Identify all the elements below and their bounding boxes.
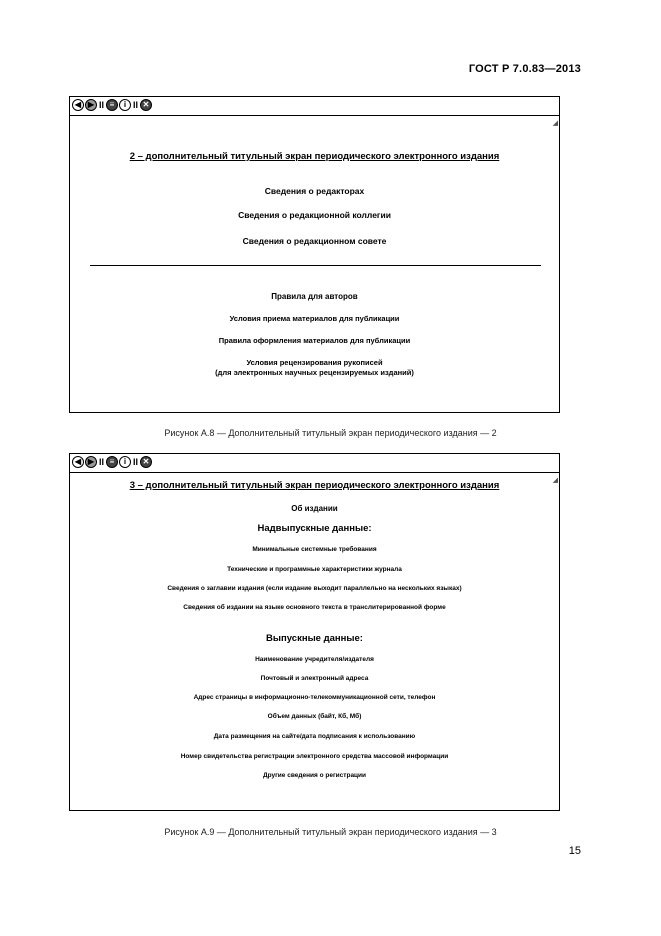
list-item[interactable]: Минимальные системные требования (252, 546, 377, 553)
rules-authors-link[interactable]: Правила для авторов (271, 292, 358, 301)
info-icon[interactable]: i (119, 456, 131, 468)
review-note: (для электронных научных рецензируемых изданий) (215, 368, 414, 377)
review-link[interactable]: Условия рецензирования рукописей (246, 358, 383, 367)
list-item[interactable]: Почтовый и электронный адреса (260, 675, 369, 682)
title-screen-3 (69, 453, 560, 811)
separator: II (133, 100, 139, 110)
back-icon[interactable]: ◀ (72, 456, 84, 468)
info-icon[interactable]: i (119, 99, 131, 111)
screen-title: 3 – дополнительный титульный экран периодического электронного издания (129, 480, 500, 491)
list-item[interactable]: Наименование учредителя/издателя (255, 656, 374, 663)
divider (90, 265, 541, 266)
forward-icon[interactable]: ▶ (85, 456, 97, 468)
exit-icon[interactable]: ✕ (140, 99, 152, 111)
above-release-heading: Надвыпускные данные: (257, 523, 372, 534)
list-item[interactable]: Сведения об издании на языке основного текста в транслитерированной форме (183, 604, 446, 611)
separator: II (133, 457, 139, 467)
document-header: ГОСТ Р 7.0.83—2013 (468, 63, 581, 75)
separator: II (99, 100, 105, 110)
board-link[interactable]: Сведения о редакционной коллегии (238, 210, 391, 220)
screen-title: 2 – дополнительный титульный экран периодического электронного издания (129, 151, 500, 162)
exit-icon[interactable]: ✕ (140, 456, 152, 468)
navigation-toolbar (70, 97, 559, 116)
council-link[interactable]: Сведения о редакционном совете (242, 236, 387, 246)
page-number: 15 (568, 845, 581, 857)
list-item[interactable]: Другие сведения о регистрации (262, 772, 367, 779)
back-icon[interactable]: ◀ (72, 99, 84, 111)
contents-icon[interactable]: ≡ (106, 456, 118, 468)
list-item[interactable]: Номер свидетельства регистрации электронного средства массовой информации (180, 753, 449, 760)
about-heading: Об издании (291, 504, 338, 513)
list-item[interactable]: Сведения о заглавии издания (если издание выходит параллельно на нескольких языках) (167, 585, 462, 592)
conditions-link[interactable]: Условия приема материалов для публикации (229, 314, 400, 323)
scroll-icon[interactable]: ◢ (552, 120, 558, 127)
release-heading: Выпускные данные: (266, 633, 363, 644)
list-item[interactable]: Технические и программные характеристики журнала (227, 566, 402, 573)
list-item[interactable]: Объем данных (байт, Кб, Мб) (267, 713, 362, 720)
figure-caption: Рисунок А.9 — Дополнительный титульный экран периодического издания — 3 (164, 827, 497, 837)
contents-icon[interactable]: ≡ (106, 99, 118, 111)
editors-link[interactable]: Сведения о редакторах (264, 186, 365, 196)
formatting-link[interactable]: Правила оформления материалов для публикации (218, 336, 411, 345)
navigation-toolbar (70, 454, 559, 473)
title-screen-2 (69, 96, 560, 413)
forward-icon[interactable]: ▶ (85, 99, 97, 111)
figure-caption: Рисунок А.8 — Дополнительный титульный экран периодического издания — 2 (164, 428, 497, 438)
list-item[interactable]: Дата размещения на сайте/дата подписания к использованию (213, 733, 416, 740)
list-item[interactable]: Адрес страницы в информационно-телекоммуникационной сети, телефон (193, 694, 436, 701)
separator: II (99, 457, 105, 467)
scroll-icon[interactable]: ◢ (552, 477, 558, 484)
